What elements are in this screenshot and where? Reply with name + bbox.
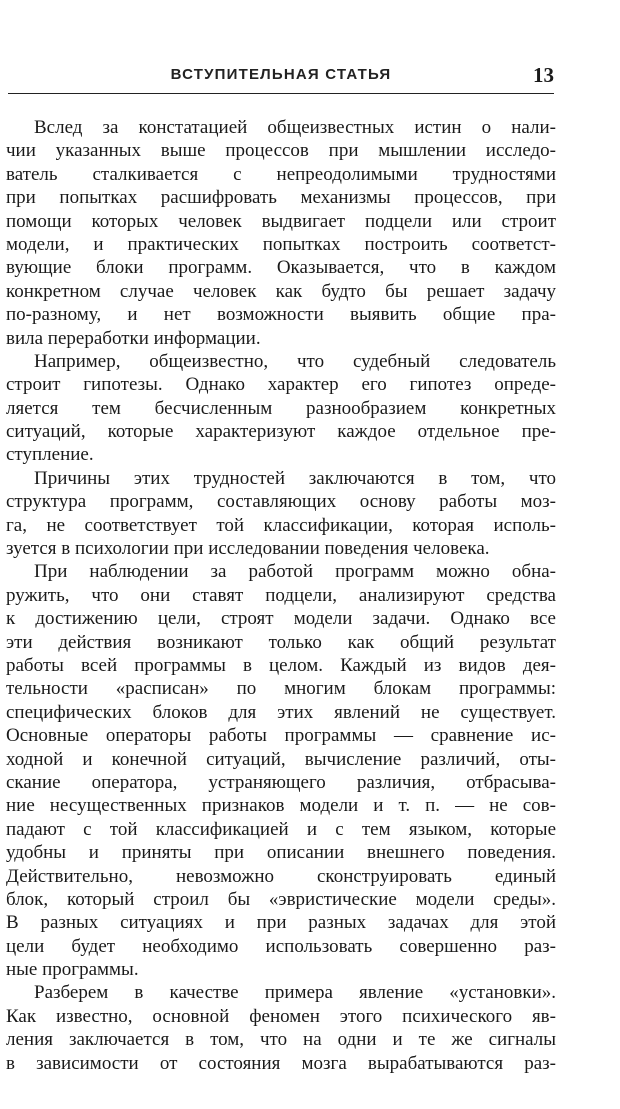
text-line: Причины этих трудностей заключаются в том, что xyxy=(34,467,556,489)
text-line: Вслед за констатацией общеизвестных истин о нали- xyxy=(34,117,556,138)
text-line: ления заключается в том, что на одни и те же сигналы xyxy=(6,1029,556,1051)
text-line: Как известно, основной феномен этого психического яв- xyxy=(6,1005,556,1027)
text-line: работы всей программы в целом. Каждый из видов дея- xyxy=(6,654,556,676)
text-line: ние несущественных признаков модели и т. п. — не сов- xyxy=(6,795,556,817)
text-line: га, не соответствует той классификации, которая исполь- xyxy=(6,514,556,536)
text-line: к достижению цели, строят модели задачи. Однако все xyxy=(6,608,556,630)
text-line: строит гипотезы. Однако характер его гипотез опреде- xyxy=(6,374,556,396)
text-line: модели, и практических попытках построить соответст- xyxy=(6,233,556,255)
text-line: Разберем в качестве примера явление «установки». xyxy=(34,982,556,1004)
text-line: структура программ, составляющих основу работы моз- xyxy=(6,491,556,513)
text-line: помощи которых человек выдвигает подцели или строит xyxy=(6,210,556,232)
header-rule xyxy=(8,93,554,94)
text-line: Действительно, невозможно сконструировать единый xyxy=(6,865,556,887)
text-line: тельности «расписан» по многим блокам программы: xyxy=(6,678,556,700)
text-line: ватель сталкивается с непреодолимыми трудностями xyxy=(6,163,556,185)
text-line: вила переработки информации. xyxy=(6,327,261,349)
text-line: скание оператора, устраняющего различия, отбрасыва- xyxy=(6,771,556,793)
text-line: ные программы. xyxy=(6,959,139,981)
text-line: эти действия возникают только как общий результат xyxy=(6,631,556,653)
body-text xyxy=(6,116,556,1075)
text-line: по-разному, и нет возможности выявить общие пра- xyxy=(6,304,556,326)
text-line: зуется в психологии при исследовании поведения человека. xyxy=(6,538,490,560)
text-line: ходной и конечной ситуаций, вычисление различий, оты- xyxy=(6,748,556,770)
text-line: в зависимости от состояния мозга вырабатываются раз- xyxy=(6,1052,556,1074)
text-line: ляется тем бесчисленным разнообразием конкретных xyxy=(6,397,556,419)
text-line: вующие блоки программ. Оказывается, что в каждом xyxy=(6,257,556,279)
text-line: конкретном случае человек как будто бы решает задачу xyxy=(6,280,556,302)
text-line: Например, общеизвестно, что судебный следователь xyxy=(34,350,556,372)
text-line: ступление. xyxy=(6,444,94,466)
text-line: ружить, что они ставят подцели, анализируют средства xyxy=(6,584,556,606)
text-line: При наблюдении за работой программ можно обна- xyxy=(34,561,556,583)
text-line: ситуаций, которые характеризуют каждое отдельное пре- xyxy=(6,421,556,443)
text-line: специфических блоков для этих явлений не существует. xyxy=(6,701,556,723)
text-line: блок, который строил бы «эвристические модели среды». xyxy=(6,888,556,910)
text-line: чии указанных выше процессов при мышлении исследо- xyxy=(6,140,556,162)
text-line: В разных ситуациях и при разных задачах для этой xyxy=(6,912,556,934)
running-title: ВСТУПИТЕЛЬНАЯ СТАТЬЯ xyxy=(170,66,392,83)
page-number: 13 xyxy=(533,63,554,87)
text-line: удобны и приняты при описании внешнего поведения. xyxy=(6,842,556,864)
text-line: Основные операторы работы программы — сравнение ис- xyxy=(6,725,556,747)
running-head xyxy=(8,63,554,92)
text-line: при попытках расшифровать механизмы процессов, при xyxy=(6,187,556,209)
text-line: падают с той классификацией и с тем языком, которые xyxy=(6,818,556,840)
text-line: цели будет необходимо использовать совершенно раз- xyxy=(6,935,556,957)
